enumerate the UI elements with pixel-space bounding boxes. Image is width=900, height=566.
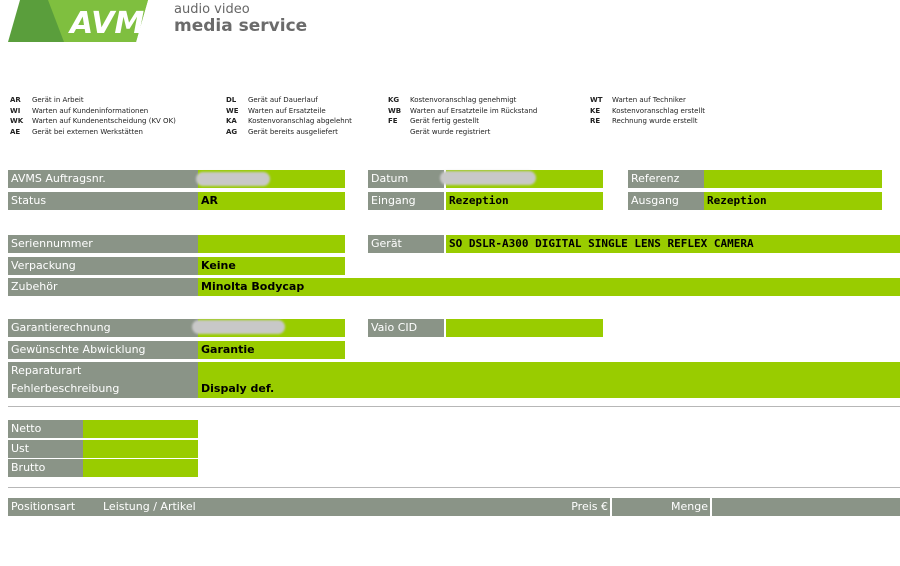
ust-label: Ust [8,440,83,458]
legend-item: Gerät wurde registriert [410,127,491,136]
reparaturart-field[interactable] [198,362,900,380]
vaio-cid-label: Vaio CID [368,319,444,337]
ausgang-value[interactable]: Rezeption [704,192,882,210]
legend-item: KG Kostenvoranschlag genehmigt [388,96,517,104]
zubehoer-value[interactable]: Minolta Bodycap [198,278,900,296]
seriennummer-label: Seriennummer [8,235,198,253]
legend-item: FE Gerät fertig gestellt [388,117,479,125]
logo-mark: AVMS [70,6,166,41]
geraet-value[interactable]: SO DSLR-A300 DIGITAL SINGLE LENS REFLEX CAMERA [446,235,900,253]
redacted-value [440,171,536,185]
legend-item: WI Warten auf Kundeninformationen [10,106,149,115]
zubehoer-label: Zubehör [8,278,198,296]
legend-item: WK Warten auf Kundenentscheidung (KV OK) [10,117,176,125]
brutto-field[interactable] [83,459,198,477]
legend-item: WE Warten auf Ersatzteile [226,106,326,115]
abwicklung-value[interactable]: Garantie [198,341,345,359]
divider [8,487,900,488]
legend-item: WB Warten auf Ersatzteile im Rückstand [388,106,538,115]
referenz-field[interactable] [704,170,882,188]
verpackung-value[interactable]: Keine [198,257,345,275]
referenz-label: Referenz [628,170,704,188]
col-positionsart: Positionsart [8,498,100,516]
ust-field[interactable] [83,440,198,458]
redacted-value [196,172,270,186]
datum-label: Datum [368,170,444,188]
logo-text-line2: media service [174,16,308,36]
status-value[interactable]: AR [198,192,345,210]
status-label: Status [8,192,198,210]
verpackung-label: Verpackung [8,257,198,275]
legend-item: AE Gerät bei externen Werkstätten [10,127,143,136]
col-leistung-artikel: Leistung / Artikel [100,498,510,516]
netto-field[interactable] [83,420,198,438]
geraet-label: Gerät [368,235,444,253]
fehlerbeschreibung-label: Fehlerbeschreibung [8,380,198,398]
legend-item: KA Kostenvoranschlag abgelehnt [226,117,352,125]
col-preis: Preis € [510,498,610,516]
ausgang-label: Ausgang [628,192,704,210]
legend-item: RE Rechnung wurde erstellt [590,117,698,125]
legend-item: WT Warten auf Techniker [590,96,686,104]
reparaturart-label: Reparaturart [8,362,198,380]
seriennummer-field[interactable] [198,235,345,253]
vaio-cid-field[interactable] [446,319,603,337]
avms-logo [8,0,168,42]
auftragsnr-label: AVMS Auftragsnr. [8,170,198,188]
garantierechnung-label: Garantierechnung [8,319,198,337]
divider [8,406,900,407]
col-menge: Menge [612,498,710,516]
netto-label: Netto [8,420,83,438]
logo-text-line1: audio video [174,2,250,17]
legend-item: AR Gerät in Arbeit [10,96,84,104]
eingang-value[interactable]: Rezeption [446,192,603,210]
redacted-value [192,320,285,334]
brutto-label: Brutto [8,459,83,477]
abwicklung-label: Gewünschte Abwicklung [8,341,198,359]
eingang-label: Eingang [368,192,444,210]
fehlerbeschreibung-value[interactable]: Dispaly def. [198,380,900,398]
col-extra [712,498,900,516]
legend-item: AG Gerät bereits ausgeliefert [226,127,338,136]
legend-item: KE Kostenvoranschlag erstellt [590,106,706,115]
legend-item: DL Gerät auf Dauerlauf [226,96,318,104]
